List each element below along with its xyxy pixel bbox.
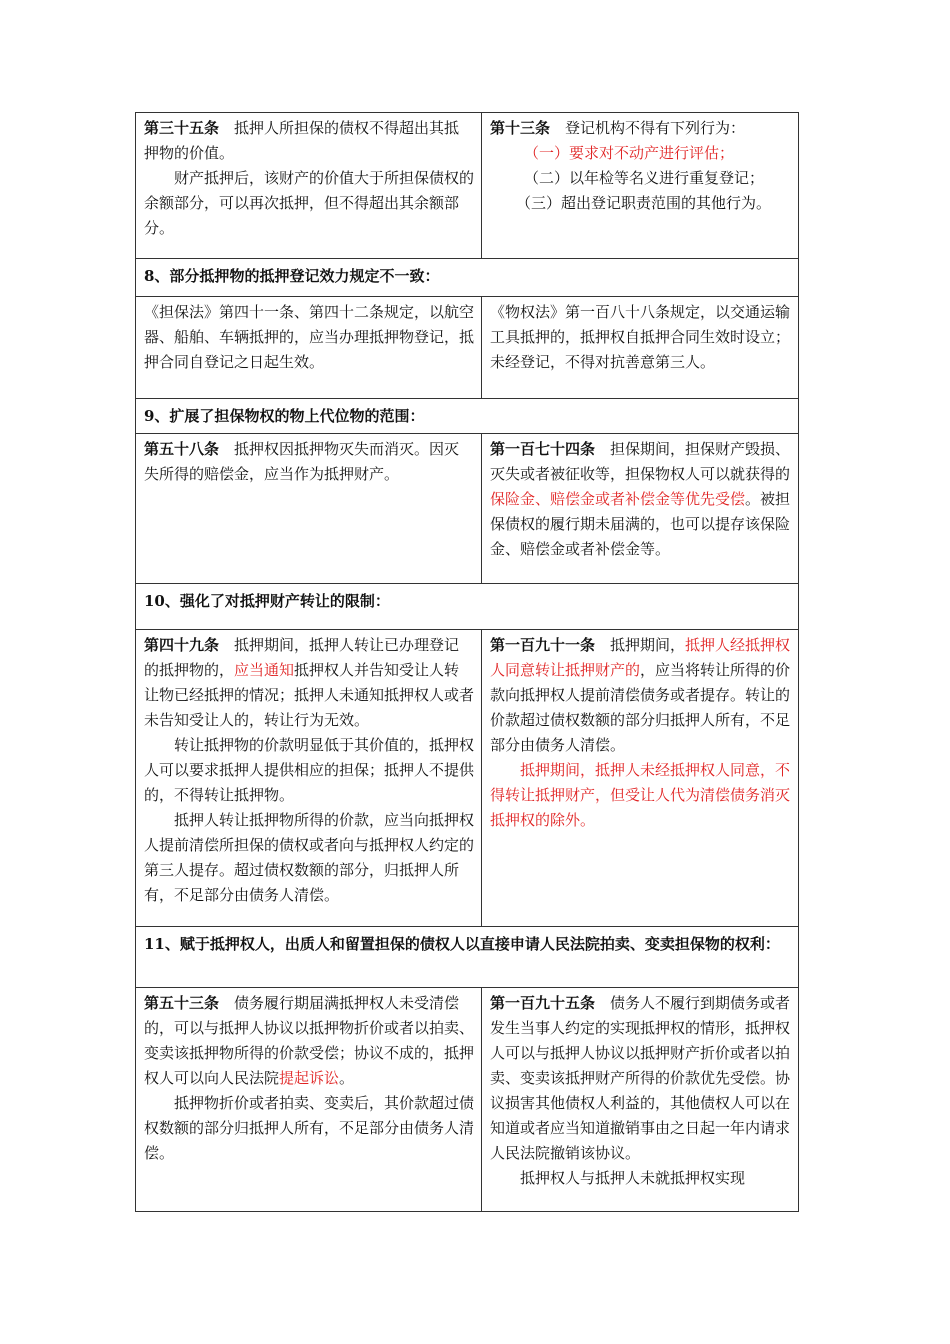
article-number: 第一百九十一条 bbox=[490, 636, 596, 654]
article-paragraph: 转让抵押物的价款明显低于其价值的，抵押权人可以要求抵押人提供相应的担保；抵押人不提供的，不得转让抵押物。 bbox=[144, 736, 475, 804]
section-heading: 8、部分抵押物的抵押登记效力规定不一致： bbox=[136, 259, 799, 297]
article-paragraph: 财产抵押后，该财产的价值大于所担保债权的余额部分，可以再次抵押，但不得超出其余额部分。 bbox=[144, 169, 475, 237]
article-number: 第五十三条 bbox=[144, 994, 220, 1012]
new-law-cell bbox=[482, 113, 799, 259]
list-item: （一）要求对不动产进行评估； bbox=[524, 144, 735, 162]
article-number: 第一百九十五条 bbox=[490, 994, 596, 1012]
comparison-row bbox=[136, 297, 799, 399]
article-paragraph: 抵押权人与抵押人未就抵押权实现 bbox=[520, 1169, 746, 1187]
article-text: 债务履行期届满抵押权人未受清偿的，可以与抵押人协议以抵押物折价或者以拍卖、变卖该抵押物所得的价款受偿；协议不成的，抵押权人可以向人民法院 bbox=[144, 994, 475, 1087]
article-number: 第四十九条 bbox=[144, 636, 220, 654]
new-law-cell bbox=[482, 434, 799, 584]
section-heading: 9、扩展了担保物权的物上代位物的范围： bbox=[136, 399, 799, 434]
section-heading: 11、赋于抵押权人，出质人和留置担保的债权人以直接申请人民法院拍卖、变卖担保物的权利： bbox=[136, 927, 799, 988]
section-heading: 10、强化了对抵押财产转让的限制： bbox=[136, 584, 799, 630]
highlighted-text: 保险金、赔偿金或者补偿金等优先受偿 bbox=[490, 490, 746, 508]
article-text: 抵押期间， bbox=[610, 636, 686, 654]
article-text: 。 bbox=[339, 1069, 355, 1087]
old-law-cell bbox=[136, 630, 482, 927]
article-text: 债务人不履行到期债务或者发生当事人约定的实现抵押权的情形，抵押权人可以与抵押人协议以抵押财产折价或者以拍卖、变卖该抵押财产所得的价款优先受偿。协议损害其他债权人利益的，其他债权人可以在知道或者应当知道撤销事由之日起一年内请求人民法院撤销该协议。 bbox=[490, 994, 791, 1162]
article-text: 《担保法》第四十一条、第四十二条规定，以航空器、船舶、车辆抵押的，应当办理抵押物登记，抵押合同自登记之日起生效。 bbox=[144, 303, 475, 371]
article-text: 抵押人所担保的债权不得超出其抵押物的价值。 bbox=[144, 119, 460, 162]
old-law-cell bbox=[136, 297, 482, 399]
section-heading-row bbox=[136, 399, 799, 434]
article-text: 。被担保债权的履行期未届满的，也可以提存该保险金、赔偿金或者补偿金等。 bbox=[490, 490, 791, 558]
highlighted-text: 提起诉讼 bbox=[279, 1069, 340, 1087]
article-number: 第十三条 bbox=[490, 119, 551, 137]
new-law-cell bbox=[482, 988, 799, 1212]
section-heading-row bbox=[136, 584, 799, 630]
comparison-row bbox=[136, 988, 799, 1212]
article-number: 第五十八条 bbox=[144, 440, 220, 458]
new-law-cell bbox=[482, 297, 799, 399]
comparison-row bbox=[136, 630, 799, 927]
article-number: 第一百七十四条 bbox=[490, 440, 596, 458]
article-number: 第三十五条 bbox=[144, 119, 220, 137]
list-item: （二）以年检等名义进行重复登记； bbox=[524, 169, 765, 187]
old-law-cell bbox=[136, 434, 482, 584]
section-heading-row bbox=[136, 259, 799, 297]
article-text: 抵押权人并告知受让人转让物已经抵押的情况；抵押人未通知抵押权人或者未告知受让人的，转让行为无效。 bbox=[144, 661, 475, 729]
article-text: 登记机构不得有下列行为： bbox=[565, 119, 746, 137]
comparison-row bbox=[136, 113, 799, 259]
article-text: 《物权法》第一百八十八条规定，以交通运输工具抵押的，抵押权自抵押合同生效时设立；未经登记，不得对抗善意第三人。 bbox=[490, 303, 791, 371]
comparison-row bbox=[136, 434, 799, 584]
article-text: 抵押权因抵押物灭失而消灭。因灭失所得的赔偿金，应当作为抵押财产。 bbox=[144, 440, 460, 483]
new-law-cell bbox=[482, 630, 799, 927]
highlighted-text: 抵押人经抵押权人同意转让抵押财产的 bbox=[490, 636, 791, 679]
article-text: 抵押期间，抵押人转让已办理登记的抵押物的， bbox=[144, 636, 460, 679]
list-item: （三）超出登记职责范围的其他行为。 bbox=[516, 194, 772, 212]
article-paragraph: 抵押人转让抵押物所得的价款，应当向抵押权人提前清偿所担保的债权或者向与抵押权人约定的第三人提存。超过债权数额的部分，归抵押人所有，不足部分由债务人清偿。 bbox=[144, 811, 475, 904]
section-heading-row bbox=[136, 927, 799, 988]
article-text: 担保期间，担保财产毁损、灭失或者被征收等，担保物权人可以就获得的 bbox=[490, 440, 791, 483]
law-comparison-table bbox=[135, 112, 799, 1212]
old-law-cell bbox=[136, 113, 482, 259]
article-paragraph: 抵押物折价或者拍卖、变卖后，其价款超过债权数额的部分归抵押人所有，不足部分由债务人清偿。 bbox=[144, 1094, 475, 1162]
highlighted-paragraph: 抵押期间，抵押人未经抵押权人同意，不得转让抵押财产，但受让人代为清偿债务消灭抵押权的除外。 bbox=[490, 761, 791, 829]
old-law-cell bbox=[136, 988, 482, 1212]
article-text: ，应当将转让所得的价款向抵押权人提前清偿债务或者提存。转让的价款超过债权数额的部分归抵押人所有，不足部分由债务人清偿。 bbox=[490, 661, 791, 754]
highlighted-text: 应当通知 bbox=[234, 661, 295, 679]
